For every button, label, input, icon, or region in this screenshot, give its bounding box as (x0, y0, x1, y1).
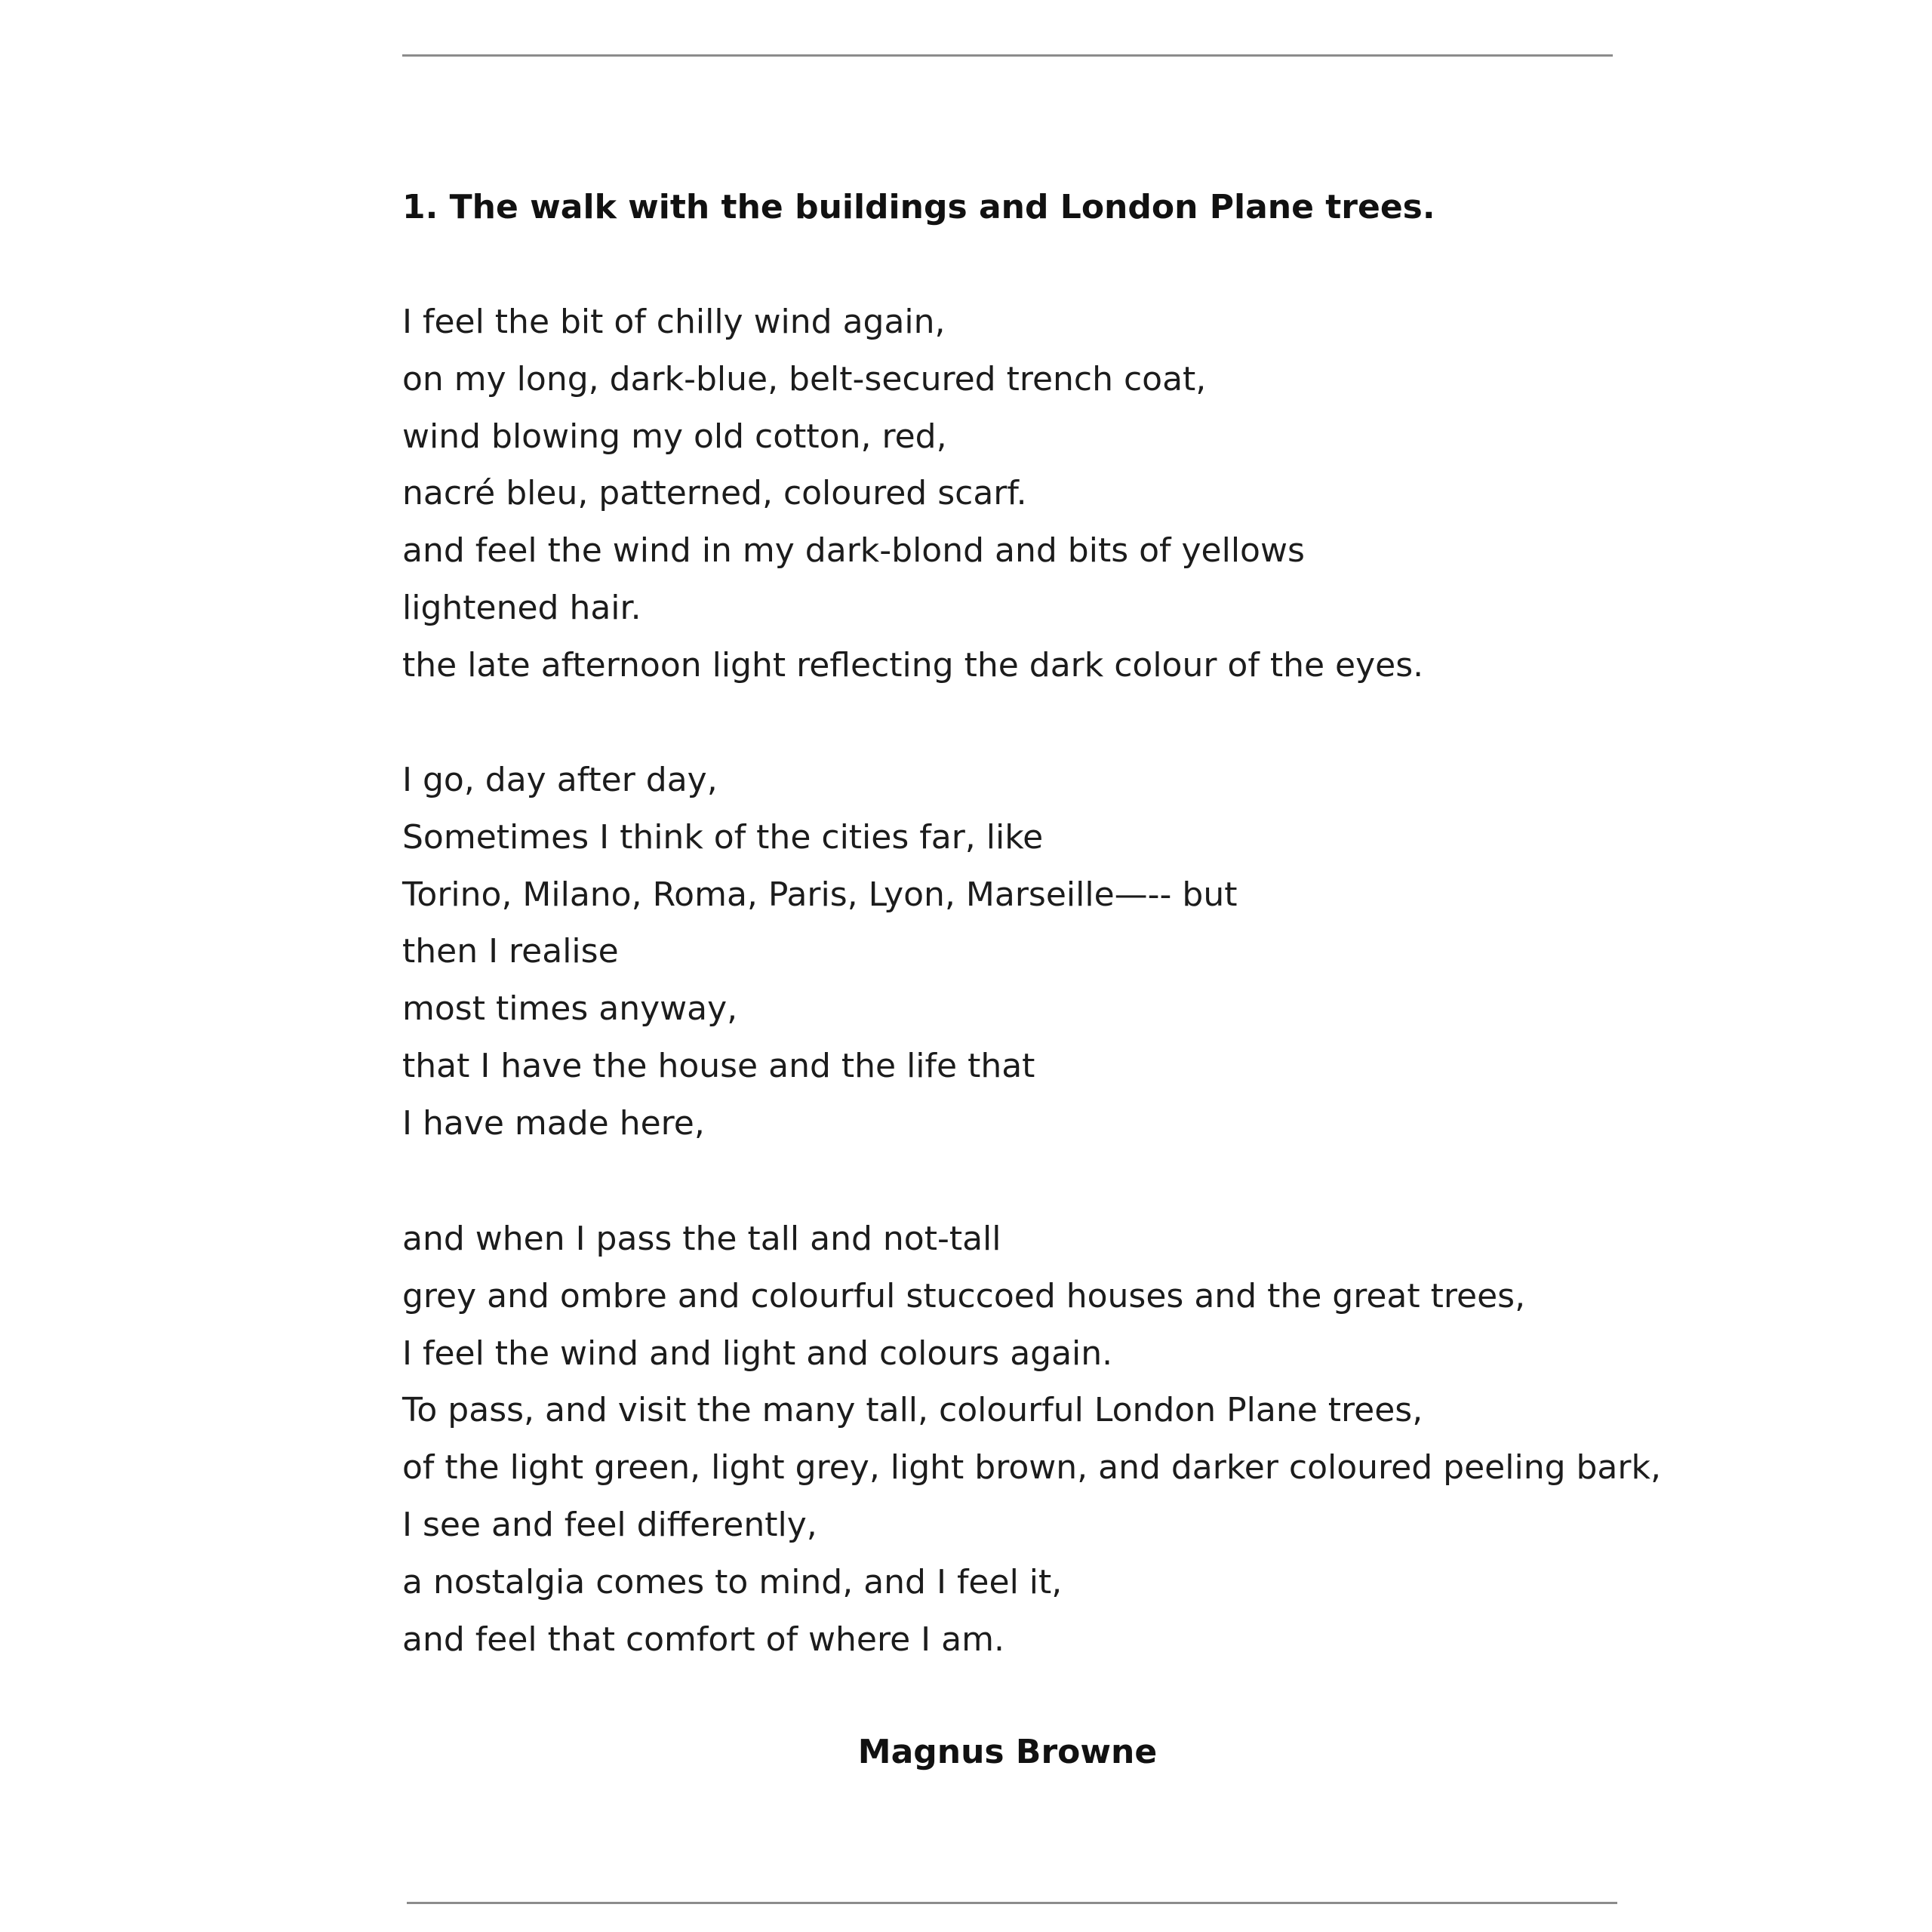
poem-line: I feel the wind and light and colours again. (402, 1334, 1113, 1373)
poem-line: on my long, dark-blue, belt-secured trench coat, (402, 359, 1207, 398)
poem-line: Torino, Milano, Roma, Paris, Lyon, Marseille—-- but (402, 875, 1238, 914)
stanza-1 (402, 294, 1423, 694)
poem-title: 1. The walk with the buildings and London Plane trees. (402, 188, 1435, 226)
poem-line: the late afternoon light reflecting the dark colour of the eyes. (402, 645, 1424, 685)
top-divider (402, 54, 1613, 57)
poem-line: I have made here, (402, 1103, 705, 1143)
author-name: Magnus Browne (857, 1733, 1158, 1771)
poem-line: I go, day after day, (402, 761, 718, 799)
poem-line: a nostalgia comes to mind, and I feel it, (402, 1562, 1063, 1601)
poem-line: most times anyway, (402, 989, 738, 1029)
poem-line: lightened hair. (402, 588, 641, 627)
poem-line: that I have the house and the life that (402, 1046, 1035, 1085)
poem-line: of the light green, light grey, light brown, and darker coloured peeling bark, (402, 1448, 1661, 1487)
poem-line: and feel the wind in my dark-blond and bits of yellows (402, 531, 1305, 571)
stanza-3 (402, 1211, 1661, 1668)
poem-line: and when I pass the tall and not-tall (402, 1220, 1001, 1258)
poem-line: To pass, and visit the many tall, colourful London Plane trees, (402, 1391, 1423, 1430)
bottom-divider (407, 1902, 1617, 1904)
poem-line: wind blowing my old cotton, red, (402, 417, 947, 456)
poem-line: Sometimes I think of the cities far, like (402, 817, 1044, 857)
poem-line: I feel the bit of chilly wind again, (402, 303, 946, 341)
poem-line: I see and feel differently, (402, 1505, 817, 1544)
poem-line: then I realise (402, 932, 619, 971)
stanza-2 (402, 752, 1237, 1152)
poem-line: and feel that comfort of where I am. (402, 1620, 1004, 1659)
poem-line: grey and ombre and colourful stuccoed houses and the great trees, (402, 1276, 1526, 1315)
poem-line: nacré bleu, patterned, coloured scarf. (402, 474, 1027, 513)
